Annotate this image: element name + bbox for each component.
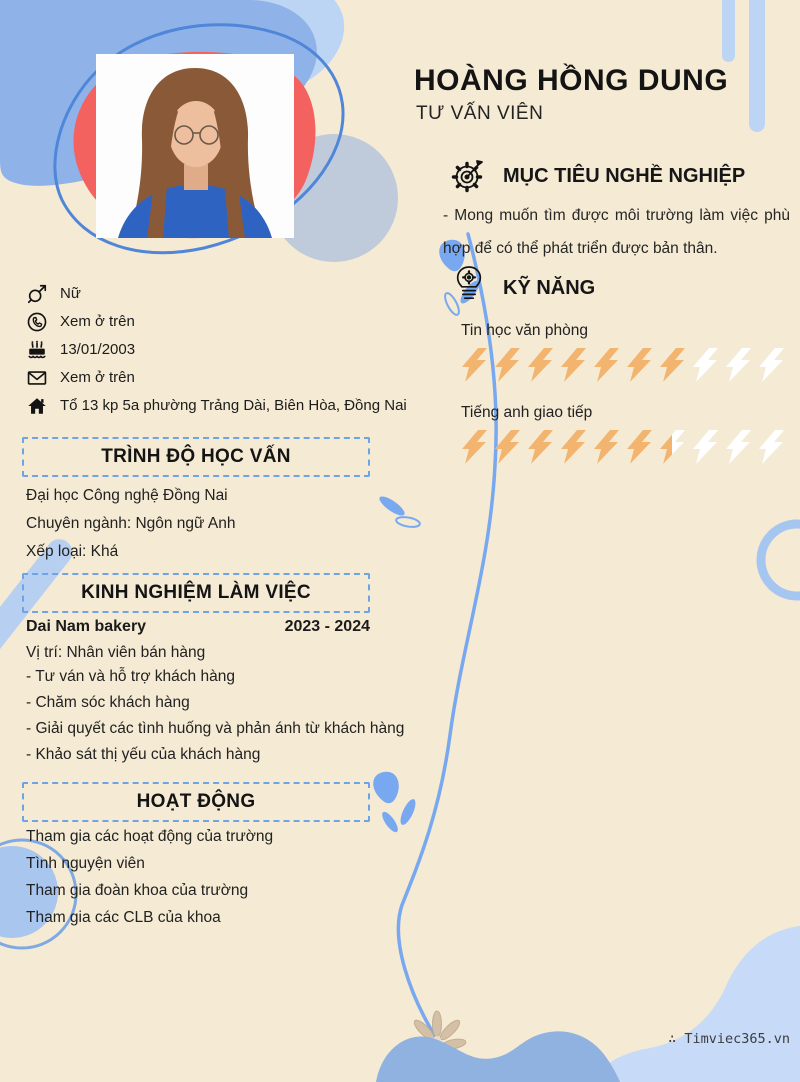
- education-section-header: [22, 437, 370, 477]
- activities-section-header: [22, 782, 370, 822]
- activities-lines: [26, 828, 273, 936]
- activity-line: Tình nguyện viên: [26, 855, 145, 872]
- duty-line: - Khảo sát thị yếu của khách hàng: [26, 746, 261, 763]
- experience-section-header: [22, 573, 370, 613]
- objective-text: - Mong muốn tìm được môi trường làm việc phù hợp để có thể phát triển được bản thân.: [443, 207, 790, 257]
- duty-line: - Chăm sóc khách hàng: [26, 694, 190, 711]
- experience-heading: KINH NGHIỆM LÀM VIỆC: [81, 582, 311, 603]
- skills-list: [459, 322, 794, 486]
- personal-info-list: [24, 282, 407, 422]
- bolt-icon: [756, 430, 786, 464]
- birthday-icon: [24, 338, 50, 361]
- brand-watermark: ∴ Timviec365.vn: [668, 1031, 790, 1047]
- top-drip-long: [749, 0, 765, 132]
- activity-line: Tham gia các hoạt động của trường: [26, 828, 274, 845]
- personal-info-row: [24, 282, 400, 305]
- bolt-icon: [690, 348, 720, 382]
- personal-info-row: [24, 338, 400, 361]
- personal-info-row: [24, 366, 400, 389]
- profile-photo: [96, 54, 294, 238]
- work-position: Vị trí: Nhân viên bán hàng: [26, 644, 206, 661]
- bolt-icon: [459, 430, 489, 464]
- bolt-icon: [492, 348, 522, 382]
- bolt-icon: [723, 348, 753, 382]
- education-heading: TRÌNH ĐỘ HỌC VẤN: [101, 446, 291, 467]
- activity-line: Tham gia đoàn khoa của trường: [26, 882, 249, 899]
- bolt-icon: [591, 348, 621, 382]
- personal-info-row: [24, 310, 400, 333]
- experience-company-row: [26, 618, 370, 636]
- objective-heading: MỤC TIÊU NGHỀ NGHIỆP: [503, 165, 746, 187]
- duty-line: - Giải quyết các tình huống và phản ánh từ khách hàng: [26, 720, 405, 737]
- bolt-icon: [558, 430, 588, 464]
- work-period: 2023 - 2024: [284, 618, 370, 635]
- bolt-icon: [459, 348, 489, 382]
- right-ring: [761, 524, 800, 596]
- duty-line: - Tư ván và hỗ trợ khách hàng: [26, 668, 235, 685]
- personal-info-value: Xem ở trên: [60, 369, 135, 386]
- bolt-icon: [624, 430, 654, 464]
- bolt-icon: [756, 348, 786, 382]
- bolt-icon: [525, 348, 555, 382]
- skill-label: Tin học văn phòng: [461, 322, 588, 339]
- education-line: Xếp loại: Khá: [26, 543, 119, 560]
- top-drip-short: [722, 0, 735, 62]
- personal-info-row: [24, 394, 407, 417]
- activity-line: Tham gia các CLB của khoa: [26, 909, 221, 926]
- gender-icon: [24, 282, 50, 305]
- skill-rating: [459, 348, 794, 382]
- bolt-icon: [657, 348, 687, 382]
- personal-info-value: Tổ 13 kp 5a phường Trảng Dài, Biên Hòa, Đồng Nai: [60, 397, 407, 414]
- personal-info-value: 13/01/2003: [60, 341, 136, 358]
- phone-icon: [24, 310, 50, 333]
- work-duties: [26, 668, 404, 772]
- bottom-light-blob: [594, 926, 800, 1082]
- bulb-gear-icon: [452, 264, 492, 304]
- personal-info-value: Xem ở trên: [60, 313, 135, 330]
- home-icon: [24, 394, 50, 417]
- candidate-job-title: TƯ VẤN VIÊN: [416, 103, 544, 124]
- bolt-icon: [690, 430, 720, 464]
- education-lines: [26, 487, 235, 571]
- bolt-icon: [591, 430, 621, 464]
- bolt-icon: [492, 430, 522, 464]
- skill-rating: [459, 430, 794, 464]
- activities-heading: HOẠT ĐỘNG: [136, 791, 256, 812]
- personal-info-value: Nữ: [60, 285, 81, 302]
- bolt-icon: [657, 430, 687, 464]
- education-line: Đại học Công nghệ Đồng Nai: [26, 487, 228, 504]
- company-name: Dai Nam bakery: [26, 618, 147, 635]
- bolt-icon: [525, 430, 555, 464]
- email-icon: [24, 366, 50, 389]
- education-line: Chuyên ngành: Ngôn ngữ Anh: [26, 515, 236, 532]
- skills-heading: KỸ NĂNG: [503, 277, 596, 299]
- bolt-icon: [624, 348, 654, 382]
- skill-label: Tiếng anh giao tiếp: [461, 404, 593, 421]
- gear-target-icon: [448, 156, 488, 196]
- bolt-icon: [558, 348, 588, 382]
- candidate-name: HOÀNG HỒNG DUNG: [414, 64, 729, 97]
- bolt-icon: [723, 430, 753, 464]
